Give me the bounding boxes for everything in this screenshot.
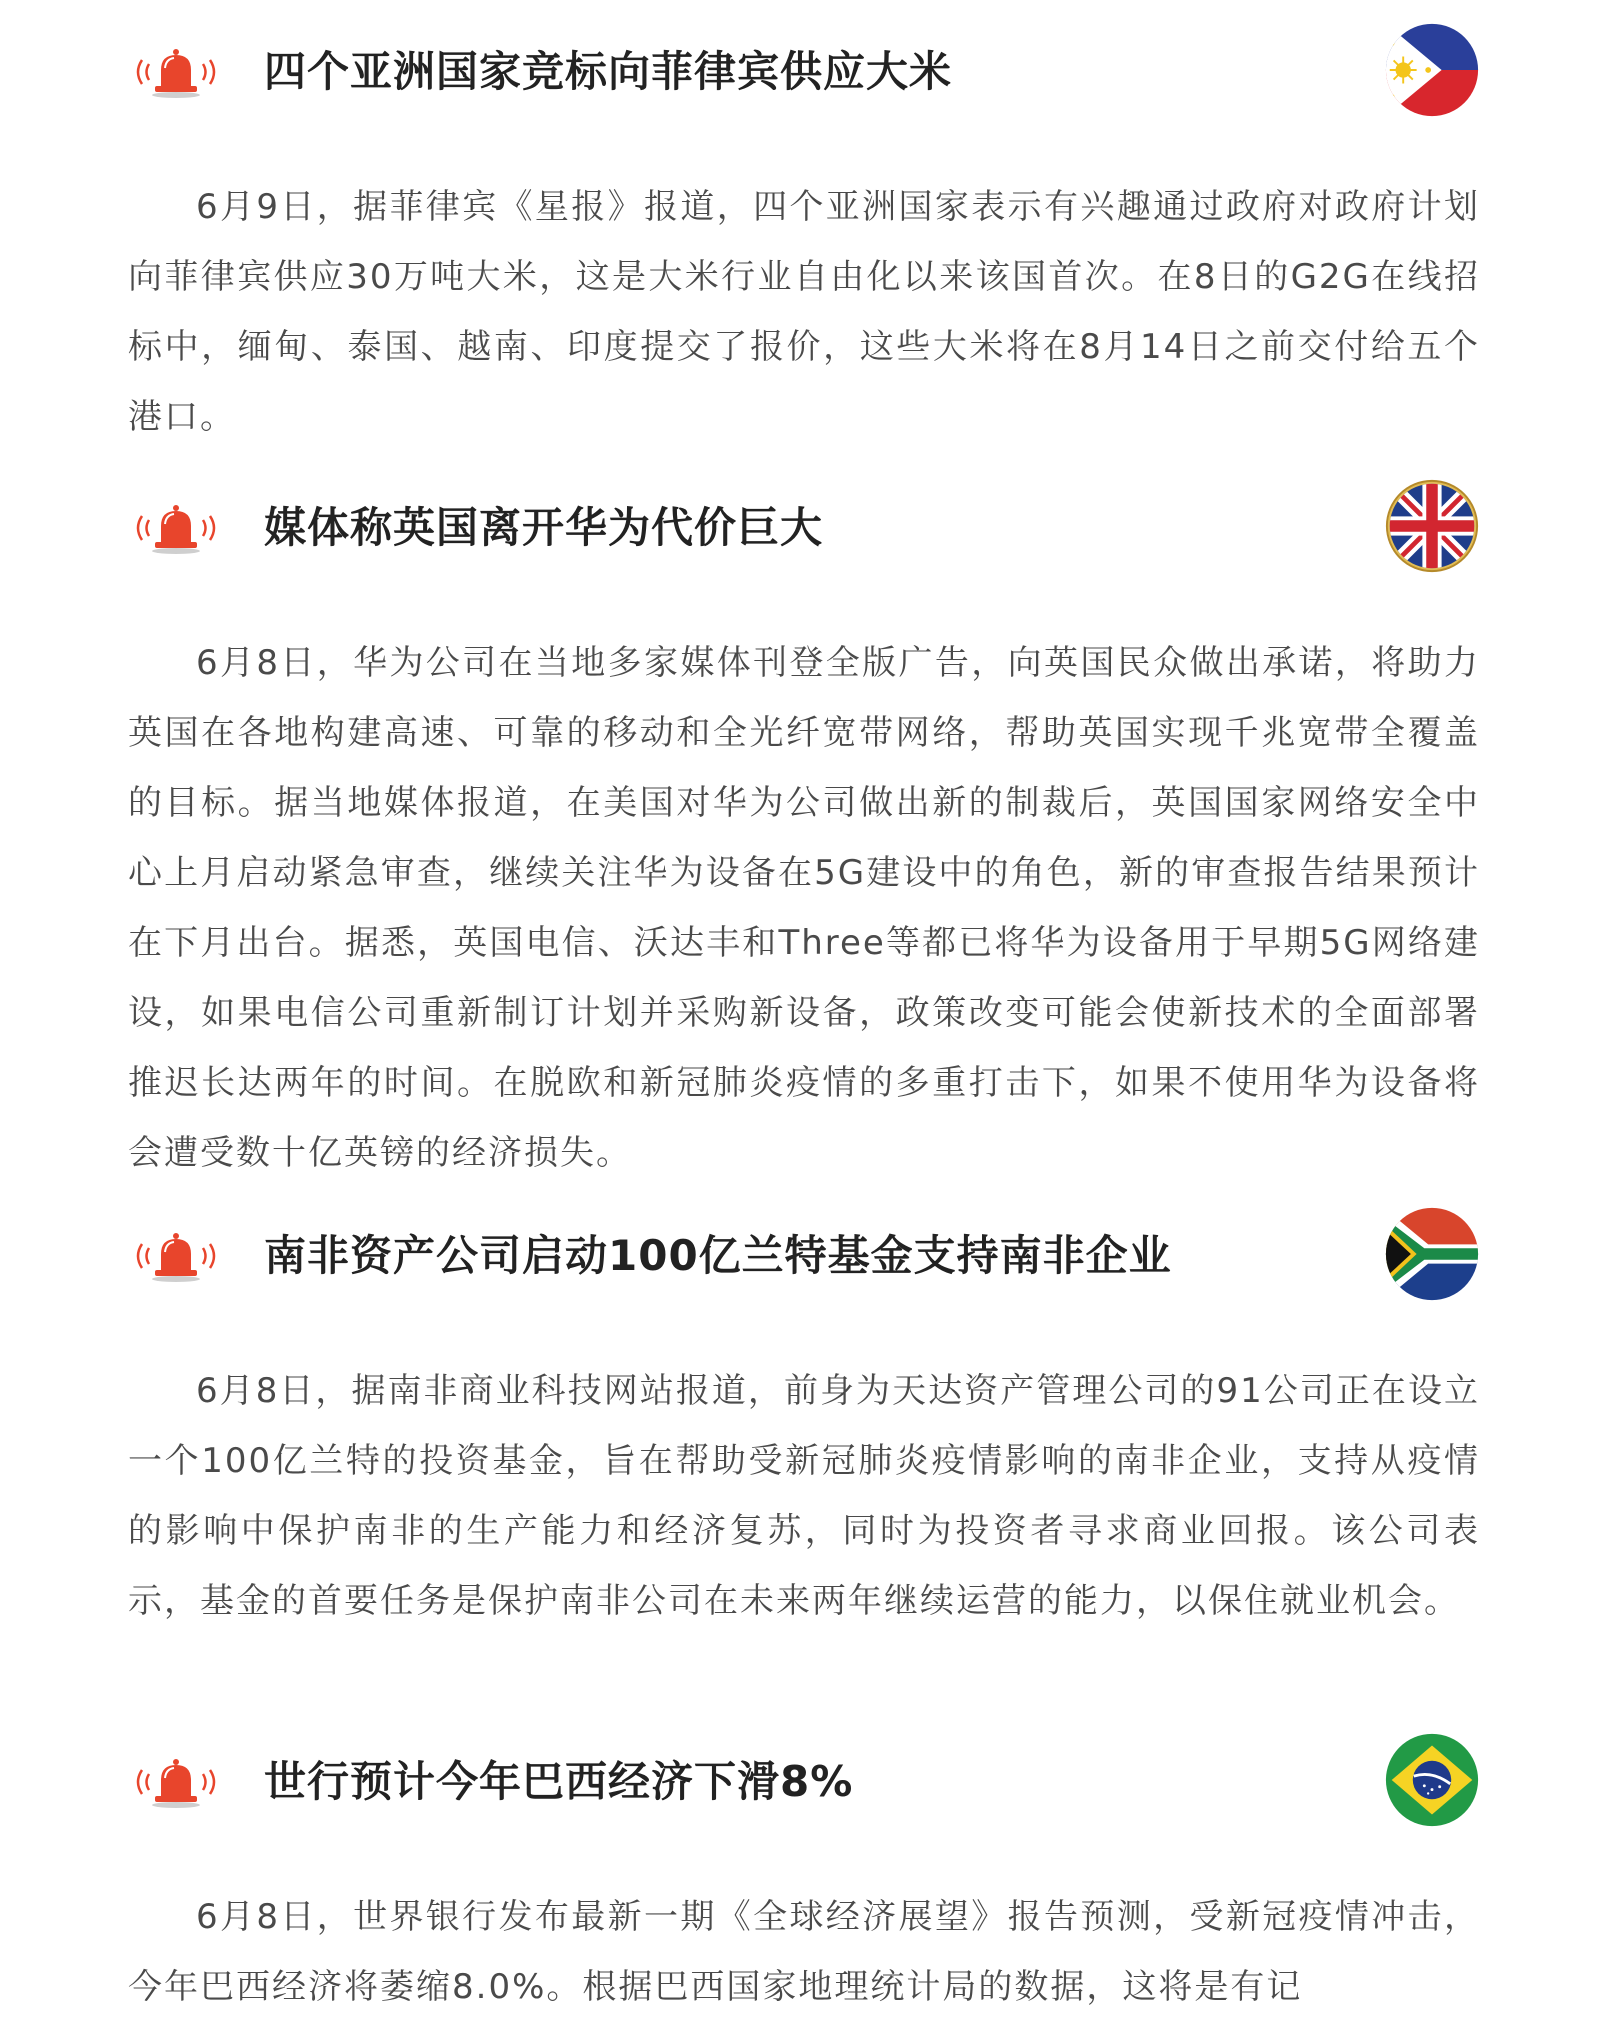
brazil-flag-icon <box>1384 1732 1480 1828</box>
alarm-bell-icon <box>128 1756 224 1808</box>
article-body: 6月9日，据菲律宾《星报》报道，四个亚洲国家表示有兴趣通过政府对政府计划向菲律宾供应30万吨大米，这是大米行业自由化以来该国首次。在8日的G2G在线招标中，缅甸、泰国、越南、印度提交了报价，这些大米将在8月14日之前交付给五个港口。 <box>128 187 1480 437</box>
article-body: 6月8日，据南非商业科技网站报道，前身为天达资产管理公司的91公司正在设立一个100亿兰特的投资基金，旨在帮助受新冠肺炎疫情影响的南非企业，支持从疫情的影响中保护南非的生产能力和经济复苏，同时为投资者寻求商业回报。该公司表示，基金的首要任务是保护南非公司在未来两年继续运营的能力，以保住就业机会。 <box>128 1371 1480 1621</box>
article-title: 媒体称英国离开华为代价巨大 <box>264 503 824 552</box>
news-article <box>128 22 1480 452</box>
alarm-bell-icon <box>128 502 224 554</box>
news-article <box>128 478 1480 1188</box>
news-article <box>128 1732 1480 2022</box>
article-title: 南非资产公司启动100亿兰特基金支持南非企业 <box>264 1231 1172 1280</box>
article-title: 四个亚洲国家竞标向菲律宾供应大米 <box>264 47 953 96</box>
article-header <box>128 1732 1480 1832</box>
alarm-bell-icon <box>128 1230 224 1282</box>
philippines-flag-icon <box>1384 22 1480 118</box>
article-header <box>128 478 1480 578</box>
article-body: 6月8日，世界银行发布最新一期《全球经济展望》报告预测，受新冠疫情冲击，今年巴西经济将萎缩8.0%。根据巴西国家地理统计局的数据，这将是有记 <box>128 1897 1480 2007</box>
article-header <box>128 22 1480 122</box>
article-body: 6月8日，华为公司在当地多家媒体刊登全版广告，向英国民众做出承诺，将助力英国在各地构建高速、可靠的移动和全光纤宽带网络，帮助英国实现千兆宽带全覆盖的目标。据当地媒体报道，在美国对华为公司做出新的制裁后，英国国家网络安全中心上月启动紧急审查，继续关注华为设备在5G建设中的角色，新的审查报告结果预计在下月出台。据悉，英国电信、沃达丰和Three等都已将华为设备用于早期5G网络建设，如果电信公司重新制订计划并采购新设备，政策改变可能会使新技术的全面部署推迟长达两年的时间。在脱欧和新冠肺炎疫情的多重打击下，如果不使用华为设备将会遭受数十亿英镑的经济损失。 <box>128 643 1480 1173</box>
south-africa-flag-icon <box>1384 1206 1480 1302</box>
article-header <box>128 1206 1480 1306</box>
alarm-bell-icon <box>128 46 224 98</box>
uk-flag-icon <box>1384 478 1480 574</box>
news-article <box>128 1206 1480 1636</box>
article-title: 世行预计今年巴西经济下滑8% <box>264 1757 854 1806</box>
